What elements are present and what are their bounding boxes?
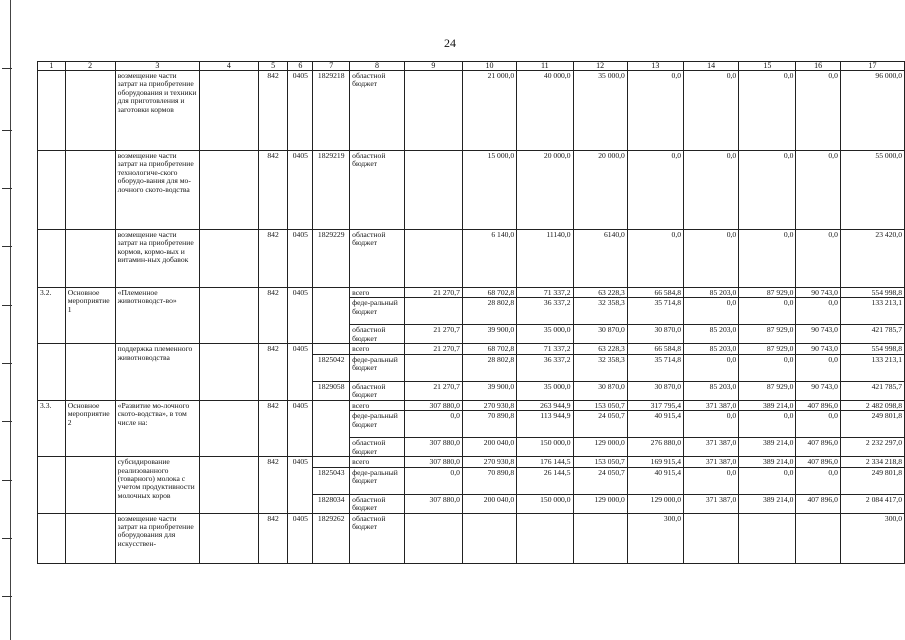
cell	[200, 344, 259, 400]
cell-value: 0,0	[739, 151, 796, 230]
cell-value: 36 337,2	[517, 354, 573, 381]
cell-value: 0,0	[739, 298, 796, 325]
cell-value: 28 802,8	[462, 354, 516, 381]
cell-value: 21 270,7	[404, 325, 462, 344]
col-header: 14	[684, 62, 739, 71]
cell-c5: 842	[258, 151, 288, 230]
cell-source: всего	[350, 400, 405, 410]
cell	[65, 71, 115, 151]
table-row	[38, 288, 905, 298]
cell-c6: 0405	[288, 288, 313, 344]
cell-c7: 1828034	[313, 494, 350, 513]
table-row	[38, 513, 905, 563]
cell-value: 371 387,0	[684, 494, 739, 513]
table-row	[38, 151, 905, 230]
item-kind: Основное мероприятие 2	[65, 400, 115, 456]
cell-value: 407 896,0	[796, 438, 840, 457]
col-header: 3	[115, 62, 199, 71]
activity-name: «Племенное животноводст-во»	[115, 288, 199, 344]
col-header: 13	[627, 62, 683, 71]
cell-value: 68 702,8	[462, 344, 516, 354]
cell-c6: 0405	[288, 344, 313, 400]
col-header: 17	[840, 62, 904, 71]
cell-value: 133 213,1	[840, 354, 904, 381]
cell-c7	[313, 457, 350, 467]
cell-source: всего	[350, 288, 405, 298]
cell-value: 40 000,0	[517, 71, 573, 151]
cell	[404, 71, 462, 151]
binder-tick	[2, 68, 12, 69]
item-number: 3.3.	[38, 400, 66, 456]
binder-tick	[2, 538, 12, 539]
cell-value: 63 228,3	[573, 344, 627, 354]
cell-value: 6 140,0	[462, 230, 516, 288]
activity-name: возмещение части затрат на приобретение кормов, кормо-вых и витамин-ных добавок	[115, 230, 199, 288]
cell-value: 0,0	[627, 71, 683, 151]
cell-source: всего	[350, 457, 405, 467]
cell-value: 0,0	[796, 230, 840, 288]
cell-value: 371 387,0	[684, 438, 739, 457]
cell-source: феде-ральный бюджет	[350, 354, 405, 381]
cell-value: 39 900,0	[462, 381, 516, 400]
cell-value: 200 040,0	[462, 438, 516, 457]
col-header: 4	[200, 62, 259, 71]
activity-name: возмещение части затрат на приобретение технологиче-ского оборудо-вания для мо-лочного ското-водства	[115, 151, 199, 230]
cell-source: областной бюджет	[350, 513, 405, 563]
cell-c7	[313, 400, 350, 456]
cell-value: 66 584,8	[627, 344, 683, 354]
cell-value: 307 880,0	[404, 438, 462, 457]
cell-value: 153 050,7	[573, 400, 627, 410]
cell	[200, 457, 259, 513]
cell-value: 129 000,0	[573, 438, 627, 457]
col-header: 16	[796, 62, 840, 71]
cell-value: 371 387,0	[684, 400, 739, 410]
cell-value: 270 930,8	[462, 457, 516, 467]
cell-value: 276 880,0	[627, 438, 683, 457]
binder-margin	[0, 0, 14, 640]
cell	[38, 513, 66, 563]
cell-value: 30 870,0	[573, 381, 627, 400]
cell-value: 20 000,0	[517, 151, 573, 230]
cell-source: областной бюджет	[350, 151, 405, 230]
cell-value: 28 802,8	[462, 298, 516, 325]
cell-c7: 1829218	[313, 71, 350, 151]
binder-tick	[2, 363, 12, 364]
cell	[462, 513, 516, 563]
cell-value: 85 203,0	[684, 344, 739, 354]
cell-value: 23 420,0	[840, 230, 904, 288]
cell-value: 35 714,8	[627, 298, 683, 325]
cell-value: 35 000,0	[517, 381, 573, 400]
cell-value: 150 000,0	[517, 494, 573, 513]
binder-tick	[2, 596, 12, 597]
cell	[573, 513, 627, 563]
cell-c7	[313, 344, 350, 354]
table-row	[38, 344, 905, 354]
cell-c7: 1825042	[313, 354, 350, 381]
cell-value: 0,0	[739, 230, 796, 288]
cell-value: 200 040,0	[462, 494, 516, 513]
cell-source: областной бюджет	[350, 438, 405, 457]
cell-value: 24 050,7	[573, 411, 627, 438]
cell	[38, 151, 66, 230]
cell	[200, 400, 259, 456]
cell-source: областной бюджет	[350, 71, 405, 151]
cell-value: 96 000,0	[840, 71, 904, 151]
cell-value: 87 929,0	[739, 344, 796, 354]
cell	[65, 151, 115, 230]
cell-value: 90 743,0	[796, 381, 840, 400]
cell-value: 307 880,0	[404, 400, 462, 410]
cell-source: областной бюджет	[350, 494, 405, 513]
cell-c6: 0405	[288, 151, 313, 230]
cell-value: 0,0	[796, 411, 840, 438]
cell-value: 68 702,8	[462, 288, 516, 298]
table-row	[38, 457, 905, 467]
cell-value: 389 214,0	[739, 438, 796, 457]
cell-value: 0,0	[684, 151, 739, 230]
cell-value: 389 214,0	[739, 494, 796, 513]
cell	[796, 513, 840, 563]
cell	[684, 513, 739, 563]
cell-value	[404, 298, 462, 325]
activity-name: возмещение части затрат на приобретение оборудования и техники для приготовления и заготовки кормов	[115, 71, 199, 151]
cell-value: 32 358,3	[573, 298, 627, 325]
cell-value: 389 214,0	[739, 400, 796, 410]
cell-value: 249 801,8	[840, 467, 904, 494]
cell-value: 371 387,0	[684, 457, 739, 467]
cell-value: 87 929,0	[739, 381, 796, 400]
cell-value: 2 084 417,0	[840, 494, 904, 513]
cell-source: феде-ральный бюджет	[350, 298, 405, 325]
cell-value: 15 000,0	[462, 151, 516, 230]
col-header: 6	[288, 62, 313, 71]
cell	[65, 513, 115, 563]
cell-value: 0,0	[739, 411, 796, 438]
cell-value: 35 000,0	[517, 325, 573, 344]
cell-value: 0,0	[796, 71, 840, 151]
cell-source: феде-ральный бюджет	[350, 467, 405, 494]
activity-name: «Развитие мо-лочного ското-водства», в том числе на:	[115, 400, 199, 456]
cell	[200, 230, 259, 288]
cell-c5: 842	[258, 457, 288, 513]
cell-value: 2 334 218,8	[840, 457, 904, 467]
cell-value: 249 801,8	[840, 411, 904, 438]
cell-c7: 1829219	[313, 151, 350, 230]
cell-value: 21 270,7	[404, 344, 462, 354]
cell-value: 300,0	[627, 513, 683, 563]
cell	[65, 457, 115, 513]
cell-value: 263 944,9	[517, 400, 573, 410]
cell-value: 70 890,8	[462, 467, 516, 494]
col-header: 9	[404, 62, 462, 71]
cell-value: 30 870,0	[627, 325, 683, 344]
cell-c6: 0405	[288, 230, 313, 288]
cell-value: 85 203,0	[684, 325, 739, 344]
cell-value: 554 998,8	[840, 288, 904, 298]
col-header: 7	[313, 62, 350, 71]
cell	[200, 71, 259, 151]
cell	[404, 230, 462, 288]
cell-value: 2 482 098,8	[840, 400, 904, 410]
cell-value: 0,0	[739, 354, 796, 381]
cell-value: 270 930,8	[462, 400, 516, 410]
cell-value: 0,0	[739, 467, 796, 494]
cell-value: 0,0	[796, 151, 840, 230]
cell-value: 0,0	[796, 467, 840, 494]
cell-value: 30 870,0	[627, 381, 683, 400]
cell-value: 129 000,0	[573, 494, 627, 513]
cell-value: 35 714,8	[627, 354, 683, 381]
cell-value: 0,0	[796, 298, 840, 325]
cell-c7: 1829058	[313, 381, 350, 400]
cell-value: 63 228,3	[573, 288, 627, 298]
cell	[38, 344, 66, 400]
cell-c6: 0405	[288, 513, 313, 563]
cell-value: 0,0	[404, 411, 462, 438]
col-header: 10	[462, 62, 516, 71]
cell-value: 0,0	[684, 411, 739, 438]
cell-value: 87 929,0	[739, 325, 796, 344]
cell-value: 24 050,7	[573, 467, 627, 494]
cell-value: 36 337,2	[517, 298, 573, 325]
cell-value: 133 213,1	[840, 298, 904, 325]
cell-c5: 842	[258, 230, 288, 288]
cell-value	[404, 354, 462, 381]
cell	[517, 513, 573, 563]
cell-value: 307 880,0	[404, 457, 462, 467]
cell-c6: 0405	[288, 400, 313, 456]
cell-c6: 0405	[288, 457, 313, 513]
cell-value: 0,0	[684, 467, 739, 494]
cell	[739, 513, 796, 563]
cell-value: 30 870,0	[573, 325, 627, 344]
binder-tick	[2, 305, 12, 306]
cell-value: 0,0	[684, 354, 739, 381]
cell-value: 0,0	[684, 71, 739, 151]
cell-value: 55 000,0	[840, 151, 904, 230]
cell-c5: 842	[258, 288, 288, 344]
header-row	[38, 62, 905, 71]
cell-value: 407 896,0	[796, 494, 840, 513]
cell-value: 70 890,8	[462, 411, 516, 438]
cell-value: 169 915,4	[627, 457, 683, 467]
cell-c7: 1825043	[313, 467, 350, 494]
table-row	[38, 400, 905, 410]
activity-name: субсидирование реализованного (товарного) молока с учетом продуктивности молочных коров	[115, 457, 199, 513]
item-number: 3.2.	[38, 288, 66, 344]
col-header: 8	[350, 62, 405, 71]
cell-c5: 842	[258, 513, 288, 563]
cell-value: 176 144,5	[517, 457, 573, 467]
binder-tick	[2, 480, 12, 481]
cell-value: 90 743,0	[796, 288, 840, 298]
cell-value: 0,0	[684, 298, 739, 325]
cell-value: 90 743,0	[796, 344, 840, 354]
cell-value: 6140,0	[573, 230, 627, 288]
binder-line	[10, 0, 11, 640]
cell-value: 150 000,0	[517, 438, 573, 457]
cell-value: 66 584,8	[627, 288, 683, 298]
cell-value: 317 795,4	[627, 400, 683, 410]
cell-value: 0,0	[627, 151, 683, 230]
cell-source: областной бюджет	[350, 325, 405, 344]
cell-value: 40 915,4	[627, 467, 683, 494]
cell-value: 300,0	[840, 513, 904, 563]
cell-value: 554 998,8	[840, 344, 904, 354]
cell	[38, 457, 66, 513]
cell-value: 421 785,7	[840, 325, 904, 344]
cell-value: 11140,0	[517, 230, 573, 288]
cell-value: 71 337,2	[517, 288, 573, 298]
binder-tick	[2, 421, 12, 422]
col-header: 2	[65, 62, 115, 71]
cell-value: 0,0	[684, 230, 739, 288]
cell-value: 0,0	[627, 230, 683, 288]
page-number: 24	[444, 36, 456, 50]
budget-table	[37, 61, 905, 564]
cell	[65, 344, 115, 400]
cell-source: областной бюджет	[350, 230, 405, 288]
cell-value: 26 144,5	[517, 467, 573, 494]
cell-value: 85 203,0	[684, 288, 739, 298]
cell-value: 40 915,4	[627, 411, 683, 438]
table-row	[38, 71, 905, 151]
cell-value: 0,0	[739, 71, 796, 151]
cell-value: 20 000,0	[573, 151, 627, 230]
cell-value: 307 880,0	[404, 494, 462, 513]
cell-value: 87 929,0	[739, 288, 796, 298]
cell-value: 0,0	[796, 354, 840, 381]
cell-c5: 842	[258, 344, 288, 400]
cell	[38, 230, 66, 288]
cell-c7: 1829229	[313, 230, 350, 288]
cell-source: областной бюджет	[350, 381, 405, 400]
cell-value: 2 232 297,0	[840, 438, 904, 457]
col-header: 11	[517, 62, 573, 71]
cell-value: 407 896,0	[796, 457, 840, 467]
cell	[65, 230, 115, 288]
cell	[404, 513, 462, 563]
col-header: 5	[258, 62, 288, 71]
binder-tick	[2, 188, 12, 189]
cell	[200, 513, 259, 563]
col-header: 15	[739, 62, 796, 71]
cell-c5: 842	[258, 71, 288, 151]
cell-value: 389 214,0	[739, 457, 796, 467]
cell-value: 21 270,7	[404, 381, 462, 400]
cell-c5: 842	[258, 400, 288, 456]
cell-value: 85 203,0	[684, 381, 739, 400]
item-kind: Основное мероприятие 1	[65, 288, 115, 344]
cell-value: 153 050,7	[573, 457, 627, 467]
cell-c7	[313, 288, 350, 344]
cell-value: 35 000,0	[573, 71, 627, 151]
cell-source: всего	[350, 344, 405, 354]
cell	[200, 288, 259, 344]
cell-value: 32 358,3	[573, 354, 627, 381]
table-row	[38, 230, 905, 288]
binder-tick	[2, 130, 12, 131]
cell-value: 421 785,7	[840, 381, 904, 400]
cell-value: 71 337,2	[517, 344, 573, 354]
cell-value: 39 900,0	[462, 325, 516, 344]
cell	[38, 71, 66, 151]
col-header: 12	[573, 62, 627, 71]
cell	[200, 151, 259, 230]
cell-value: 21 270,7	[404, 288, 462, 298]
activity-name: возмещение части затрат на приобретение оборудования для искусствен-	[115, 513, 199, 563]
cell-value: 21 000,0	[462, 71, 516, 151]
cell-value: 129 000,0	[627, 494, 683, 513]
cell-source: феде-ральный бюджет	[350, 411, 405, 438]
binder-tick	[2, 246, 12, 247]
cell-c7: 1829262	[313, 513, 350, 563]
col-header: 1	[38, 62, 66, 71]
activity-name: поддержка племенного животноводства	[115, 344, 199, 400]
cell-c6: 0405	[288, 71, 313, 151]
cell-value: 0,0	[404, 467, 462, 494]
cell	[404, 151, 462, 230]
cell-value: 113 944,9	[517, 411, 573, 438]
cell-value: 90 743,0	[796, 325, 840, 344]
cell-value: 407 896,0	[796, 400, 840, 410]
